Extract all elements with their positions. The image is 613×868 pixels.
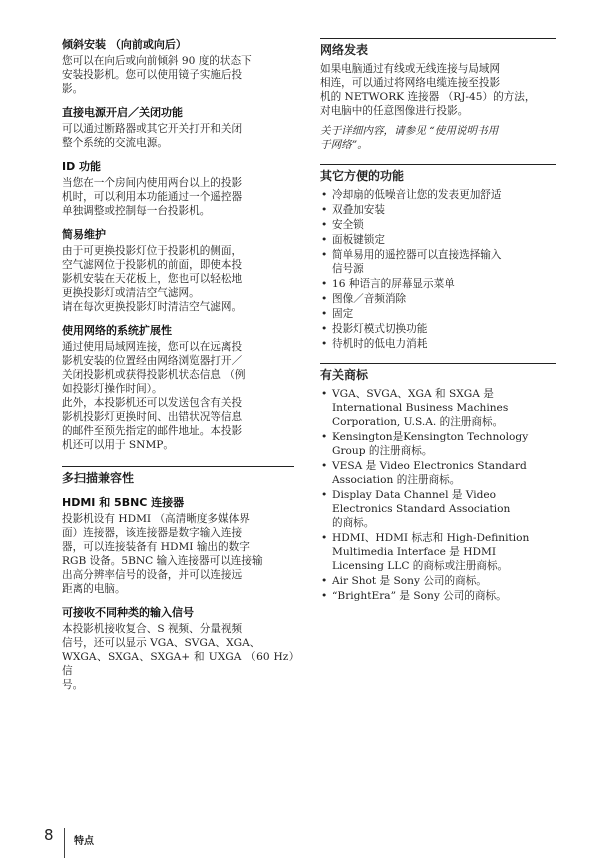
section-body: 投影机设有 HDMI （高清晰度多媒体界 面）连接器，该连接器是数字输入连接 器，可以连接装备有 HDMI 输出的数字 RGB 设备。5BNC 输入连接器可以连接输 出高分辨率信号的设备，并可以连接远 距离的电脑。 xyxy=(62,513,263,595)
multiscan-heading: 多扫描兼容性 xyxy=(62,466,294,486)
list-item: • 待机时的低电力消耗 xyxy=(321,338,428,350)
section-title: 可接收不同种类的输入信号 xyxy=(62,606,194,619)
bullet: • xyxy=(321,532,328,544)
section-title: 倾斜安装 （向前或向后） xyxy=(62,38,187,51)
section-title: ID 功能 xyxy=(62,160,102,173)
section-direct-power xyxy=(62,106,294,150)
bullet: • xyxy=(321,293,328,305)
bullet: • xyxy=(321,575,328,587)
multiscan-block xyxy=(62,466,294,692)
bullet: • xyxy=(321,489,328,501)
list-item: • “BrightEra” 是 Sony 公司的商标。 xyxy=(321,590,507,602)
section-network-expandability xyxy=(62,324,294,452)
list-item: • 面板键锁定 xyxy=(321,234,385,246)
bullet: • xyxy=(321,431,328,443)
list-item: • 固定 xyxy=(321,308,354,320)
section-input-signals xyxy=(62,606,294,692)
section-easy-maintenance xyxy=(62,228,294,314)
section-id-function xyxy=(62,160,294,218)
section-tilt-install xyxy=(62,38,294,96)
section-title: 使用网络的系统扩展性 xyxy=(62,324,172,337)
footer-divider xyxy=(64,828,65,858)
trademarks-heading: 有关商标 xyxy=(320,363,556,383)
left-column xyxy=(62,38,294,704)
convenient-features-block xyxy=(320,164,556,351)
list-item: • 图像／音频消除 xyxy=(321,293,407,305)
network-presentation-block xyxy=(320,38,556,152)
convenient-heading: 其它方便的功能 xyxy=(320,164,556,184)
trademarks-block xyxy=(320,363,556,603)
section-title: HDMI 和 5BNC 连接器 xyxy=(62,496,185,509)
section-title: 直接电源开启／关闭功能 xyxy=(62,106,183,119)
network-note: 关于详细内容，请参见 “使用说明书用 于网络”。 xyxy=(320,125,499,151)
bullet: • xyxy=(321,308,328,320)
list-item: • 安全锁 xyxy=(321,219,364,231)
list-item: • VESA 是 Video Electronics Standard Association 的注册商标。 xyxy=(321,460,527,486)
footer-section-label: 特点 xyxy=(74,836,94,847)
section-body: 当您在一个房间内使用两台以上的投影 机时，可以利用本功能通过一个遥控器 单独调整或控制每一台投影机。 xyxy=(62,177,243,217)
right-column xyxy=(320,38,556,615)
network-body: 如果电脑通过有线或无线连接与局域网 相连，可以通过将网络电缆连接至投影 机的 NETWORK 连接器 （RJ-45）的方法， 对电脑中的任意图像进行投影。 xyxy=(320,63,536,117)
trademarks-list xyxy=(320,387,556,603)
bullet: • xyxy=(321,204,328,216)
section-body: 本投影机接收复合、S 视频、分量视频 信号，还可以显示 VGA、SVGA、XGA、 WXGA、SXGA、SXGA+ 和 UXGA （60 Hz）信 号。 xyxy=(62,623,294,691)
list-item: • 双叠加安装 xyxy=(321,204,385,216)
section-body: 通过使用局域网连接，您可以在远离投 影机安装的位置经由网络浏览器打开／ 关闭投影机或获得投影机状态信息 （例 如投影灯操作时间）。 此外，本投影机还可以发送包含有关投 影机投影灯更换时间、出错状况等信息 的邮件至预先指定的邮件地址。本投影 机还可以用于 SNMP。 xyxy=(62,341,246,451)
section-body: 您可以在向后或向前倾斜 90 度的状态下 安装投影机。您可以使用镜子实施后投 影。 xyxy=(62,55,252,95)
bullet: • xyxy=(321,338,328,350)
bullet: • xyxy=(321,219,328,231)
list-item: • VGA、SVGA、XGA 和 SXGA 是 International Business Machines Corporation, U.S.A. 的注册商标。 xyxy=(321,388,509,428)
bullet: • xyxy=(321,234,328,246)
bullet: • xyxy=(321,323,328,335)
bullet: • xyxy=(321,278,328,290)
list-item: • 16 种语言的屏幕显示菜单 xyxy=(321,278,455,290)
list-item: • HDMI、HDMI 标志和 High-Definition Multimedia Interface 是 HDMI Licensing LLC 的商标或注册商标。 xyxy=(321,532,530,572)
bullet: • xyxy=(321,590,328,602)
list-item: • Air Shot 是 Sony 公司的商标。 xyxy=(321,575,487,587)
network-heading: 网络发表 xyxy=(320,38,556,58)
section-body: 由于可更换投影灯位于投影机的侧面， 空气滤网位于投影机的前面，即使本投 影机安装在天花板上，您也可以轻松地 更换投影灯或清洁空气滤网。 请在每次更换投影灯时清洁空气滤网。 xyxy=(62,245,243,313)
bullet: • xyxy=(321,189,328,201)
bullet: • xyxy=(321,460,328,472)
page-number: 8 xyxy=(44,826,54,844)
section-hdmi-5bnc xyxy=(62,496,294,596)
list-item: • 简单易用的遥控器可以直接选择输入 信号源 xyxy=(321,249,502,275)
bullet: • xyxy=(321,249,328,261)
list-item: • 冷却扇的低噪音让您的发表更加舒适 xyxy=(321,189,502,201)
list-item: • Kensington是Kensington Technology Group 的注册商标。 xyxy=(321,431,529,457)
list-item: • Display Data Channel 是 Video Electronics Standard Association 的商标。 xyxy=(321,489,511,529)
bullet: • xyxy=(321,388,328,400)
section-title: 简易维护 xyxy=(62,228,106,241)
convenient-list xyxy=(320,188,556,351)
section-body: 可以通过断路器或其它开关打开和关闭 整个系统的交流电源。 xyxy=(62,123,243,149)
list-item: • 投影灯模式切换功能 xyxy=(321,323,428,335)
